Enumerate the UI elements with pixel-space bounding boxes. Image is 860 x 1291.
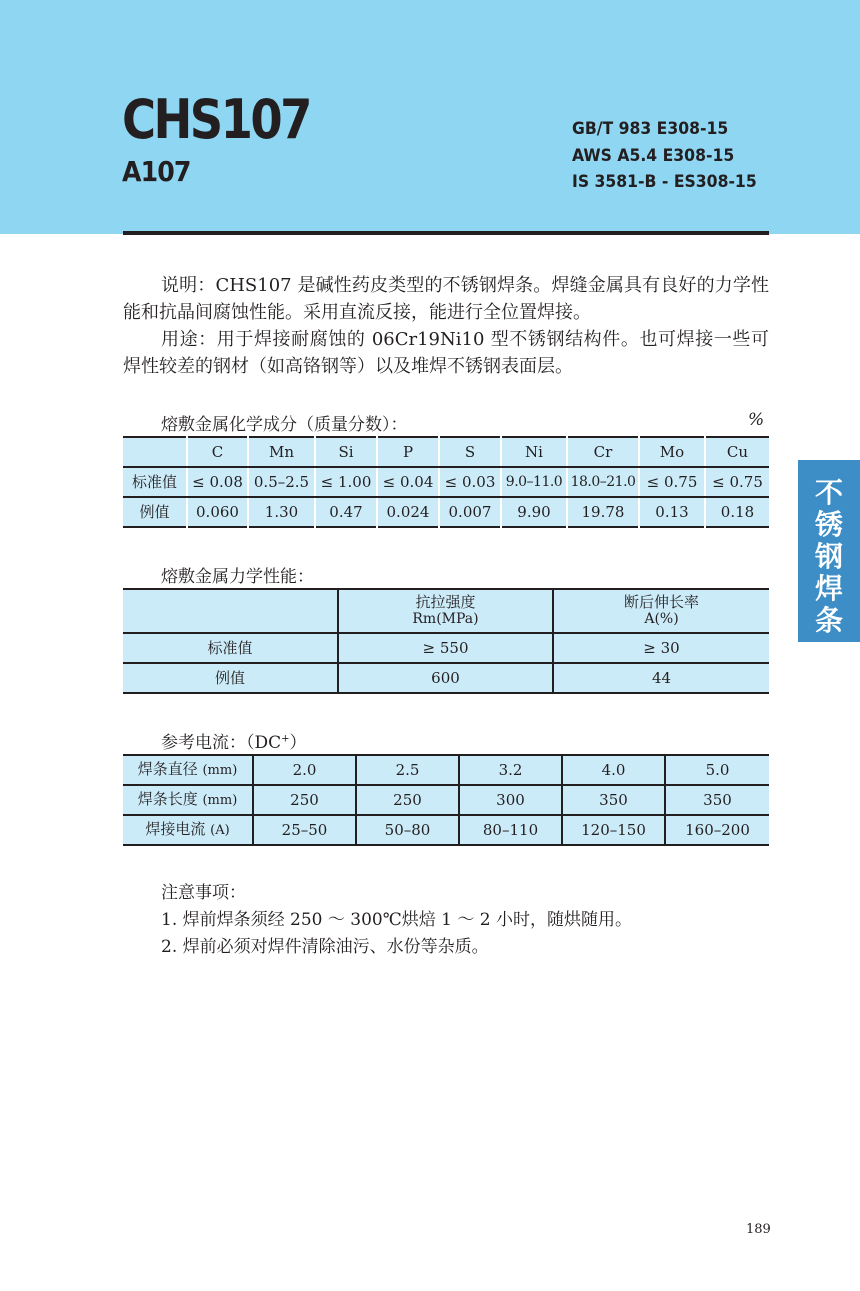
polarity-sup: + <box>281 733 290 745</box>
table-cell: 0.18 <box>705 497 769 527</box>
table-row-label: 例值 <box>123 497 187 527</box>
table-cell: ≥ 550 <box>338 633 553 663</box>
diameter-row <box>123 755 769 785</box>
description-label: 说明： <box>161 275 216 296</box>
table-cell: 80–110 <box>459 815 562 845</box>
product-model: CHS107 <box>122 88 310 151</box>
table-row-label <box>123 815 253 845</box>
mechanical-header-empty <box>123 589 338 633</box>
table-cell: ≤ 0.04 <box>377 467 439 497</box>
usage-label: 用途： <box>161 329 217 350</box>
page-number: 189 <box>746 1222 771 1237</box>
table-cell: 0.47 <box>315 497 377 527</box>
row-label-unit: (A) <box>210 823 230 838</box>
table-cell: 0.007 <box>439 497 501 527</box>
side-tab-char: 锈 <box>814 508 843 541</box>
header-en: A(%) <box>644 611 679 627</box>
header-zh: 断后伸长率 <box>623 593 699 611</box>
chemical-standard-row <box>123 467 769 497</box>
note-item: 2. 焊前必须对焊件清除油污、水份等杂质。 <box>161 937 489 957</box>
side-tab-char: 不 <box>814 476 843 509</box>
table-cell: 2.5 <box>356 755 459 785</box>
standard-is: IS 3581-B - ES308-15 <box>572 172 757 192</box>
table-cell: 1.30 <box>248 497 315 527</box>
table-cell: 600 <box>338 663 553 693</box>
table-cell: 44 <box>553 663 769 693</box>
chemical-header-cell <box>123 437 187 467</box>
table-cell: 19.78 <box>567 497 639 527</box>
table-cell: 4.0 <box>562 755 665 785</box>
header-band <box>0 0 860 234</box>
current-title: 参考电流： <box>161 733 246 753</box>
current-table <box>123 754 769 846</box>
length-row <box>123 785 769 815</box>
chemical-header-cell: Ni <box>501 437 567 467</box>
chemical-header-cell: S <box>439 437 501 467</box>
chemical-table <box>123 436 769 528</box>
table-cell: 9.0–11.0 <box>501 467 567 497</box>
table-cell: 9.90 <box>501 497 567 527</box>
mechanical-example-row <box>123 663 769 693</box>
table-cell: 250 <box>253 785 356 815</box>
polarity-end: ） <box>289 733 307 753</box>
chemical-example-row <box>123 497 769 527</box>
notes-title: 注意事项： <box>161 883 246 903</box>
table-cell: 50–80 <box>356 815 459 845</box>
header-en: Rm(MPa) <box>412 611 479 627</box>
description-paragraph <box>123 272 769 326</box>
row-label-text: 焊接电流 <box>145 820 206 838</box>
polarity-text: （DC <box>246 733 282 753</box>
table-cell: 120–150 <box>562 815 665 845</box>
table-cell: 300 <box>459 785 562 815</box>
chemical-header-cell: Mo <box>639 437 705 467</box>
mechanical-header-cell <box>338 589 553 633</box>
chemical-title: 熔敷金属化学成分（质量分数）： <box>161 415 408 435</box>
row-label-text: 焊条直径 <box>137 760 198 778</box>
table-cell: 5.0 <box>665 755 769 785</box>
table-cell: ≥ 30 <box>553 633 769 663</box>
notes-section <box>161 880 632 961</box>
table-cell: 3.2 <box>459 755 562 785</box>
table-cell: 0.5–2.5 <box>248 467 315 497</box>
mechanical-header-row <box>123 589 769 633</box>
chemical-header-cell: Cr <box>567 437 639 467</box>
chemical-header-cell: P <box>377 437 439 467</box>
row-label-text: 焊条长度 <box>137 790 198 808</box>
side-tab-char: 条 <box>814 604 843 637</box>
header-rule <box>123 231 769 235</box>
table-cell: 250 <box>356 785 459 815</box>
row-label-unit: (mm) <box>202 793 238 808</box>
table-row-label: 标准值 <box>123 467 187 497</box>
table-cell: 350 <box>562 785 665 815</box>
table-row-label: 标准值 <box>123 633 338 663</box>
table-cell: ≤ 0.08 <box>187 467 248 497</box>
mechanical-title: 熔敷金属力学性能： <box>161 567 314 587</box>
table-cell: ≤ 0.75 <box>639 467 705 497</box>
table-cell: 160–200 <box>665 815 769 845</box>
description-text: CHS107 是碱性药皮类型的不锈钢焊条。焊缝金属具有良好的力学性能和抗晶间腐蚀性能。采用直流反接，能进行全位置焊接。 <box>123 275 769 323</box>
current-title-line <box>161 728 307 753</box>
chemical-header-cell: C <box>187 437 248 467</box>
chemical-header-row <box>123 437 769 467</box>
table-cell: 0.13 <box>639 497 705 527</box>
table-cell: ≤ 0.03 <box>439 467 501 497</box>
side-tab-char: 焊 <box>814 572 843 605</box>
product-submodel: A107 <box>122 155 191 188</box>
mechanical-table <box>123 588 769 694</box>
table-cell: 25–50 <box>253 815 356 845</box>
usage-paragraph <box>123 326 769 380</box>
current-row <box>123 815 769 845</box>
table-cell: 18.0–21.0 <box>567 467 639 497</box>
row-label-unit: (mm) <box>202 763 238 778</box>
chemical-header-cell: Si <box>315 437 377 467</box>
table-row-label: 例值 <box>123 663 338 693</box>
side-tab-char: 钢 <box>814 540 843 573</box>
table-cell: 350 <box>665 785 769 815</box>
table-cell: ≤ 1.00 <box>315 467 377 497</box>
chemical-unit: % <box>748 410 765 430</box>
table-row-label <box>123 785 253 815</box>
standard-gb: GB/T 983 E308-15 <box>572 119 729 139</box>
table-cell: 0.060 <box>187 497 248 527</box>
chemical-header-cell: Cu <box>705 437 769 467</box>
mechanical-header-cell <box>553 589 769 633</box>
table-cell: 2.0 <box>253 755 356 785</box>
table-row-label <box>123 755 253 785</box>
table-cell: 0.024 <box>377 497 439 527</box>
chemical-header-cell: Mn <box>248 437 315 467</box>
header-zh: 抗拉强度 <box>415 593 476 611</box>
category-side-tab <box>798 460 860 642</box>
note-item: 1. 焊前焊条须经 250 ～ 300℃烘焙 1 ～ 2 小时，随烘随用。 <box>161 910 632 930</box>
current-polarity <box>246 733 307 753</box>
table-cell: ≤ 0.75 <box>705 467 769 497</box>
standard-aws: AWS A5.4 E308-15 <box>572 145 735 166</box>
standards-list <box>572 116 757 196</box>
mechanical-standard-row <box>123 633 769 663</box>
usage-text: 用于焊接耐腐蚀的 06Cr19Ni10 型不锈钢结构件。也可焊接一些可焊性较差的钢材（如高铬钢等）以及堆焊不锈钢表面层。 <box>123 329 769 377</box>
